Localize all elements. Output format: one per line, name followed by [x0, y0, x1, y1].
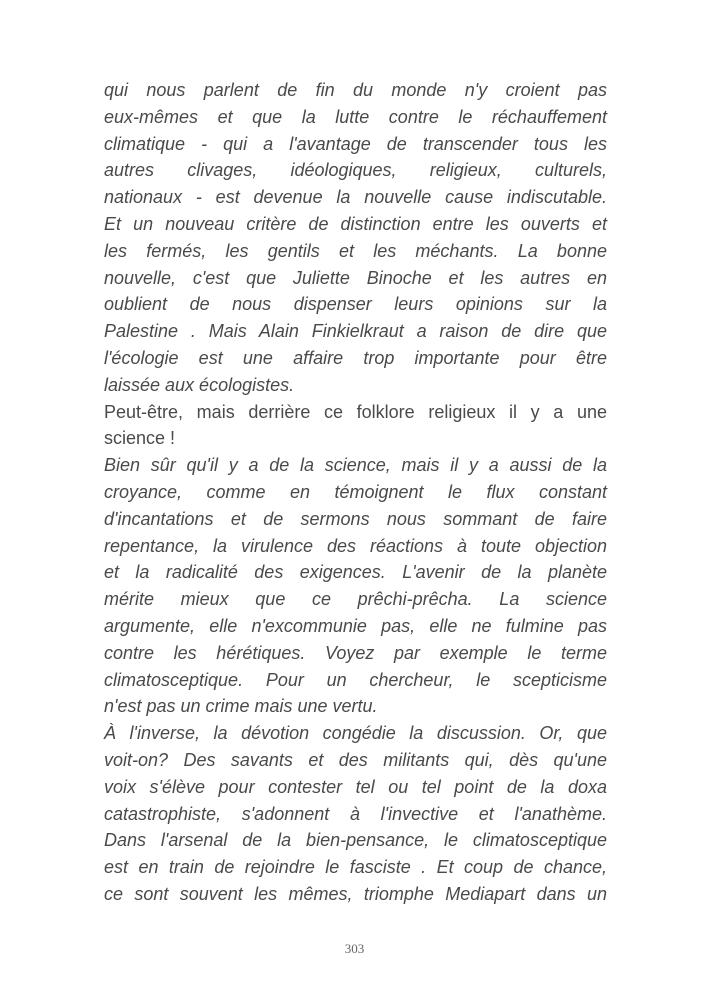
text-line: repentance, la virulence des réactions à toute objection — [104, 535, 607, 556]
text-line: science ! — [104, 428, 176, 449]
text-line: ce sont souvent les mêmes, triomphe Mediapart dans un — [104, 883, 607, 904]
text-line: autres clivages, idéologiques, religieux, culturels, — [104, 160, 607, 181]
text-line: Peut-être, mais derrière ce folklore religieux il y a une — [104, 401, 607, 422]
text-line: À l'inverse, la dévotion congédie la discussion. Or, que — [104, 723, 607, 744]
text-line: laissée aux écologistes. — [104, 374, 295, 395]
text-line: voix s'élève pour contester tel ou tel point de la doxa — [104, 776, 607, 797]
text-line: Dans l'arsenal de la bien-pensance, le climatosceptique — [104, 830, 607, 851]
text-line: contre les hérétiques. Voyez par exemple le terme — [104, 642, 607, 663]
text-line: Et un nouveau critère de distinction entre les ouverts et — [104, 213, 607, 234]
text-line: l'écologie est une affaire trop importante pour être — [104, 347, 607, 368]
text-line: catastrophiste, s'adonnent à l'invective et l'anathème. — [104, 803, 607, 824]
text-line: argumente, elle n'excommunie pas, elle ne fulmine pas — [104, 615, 607, 636]
text-line: est en train de rejoindre le fasciste . Et coup de chance, — [104, 857, 607, 878]
text-line: climatique - qui a l'avantage de transcender tous les — [104, 133, 607, 154]
text-block — [104, 77, 607, 908]
paragraph-3 — [104, 452, 607, 720]
text-line: Bien sûr qu'il y a de la science, mais il y a aussi de la — [104, 455, 607, 476]
text-line: oublient de nous dispenser leurs opinions sur la — [104, 294, 607, 315]
text-line: nouvelle, c'est que Juliette Binoche et les autres en — [104, 267, 607, 288]
text-line: et la radicalité des exigences. L'avenir de la planète — [104, 562, 607, 583]
text-line: climatosceptique. Pour un chercheur, le scepticisme — [104, 669, 607, 690]
text-line: Palestine . Mais Alain Finkielkraut a raison de dire que — [104, 321, 607, 342]
page-number: 303 — [344, 941, 365, 956]
paragraph-4 — [104, 720, 607, 908]
paragraph-1 — [104, 77, 607, 399]
text-line: les fermés, les gentils et les méchants. La bonne — [104, 240, 607, 261]
text-line: nationaux - est devenue la nouvelle cause indiscutable. — [104, 187, 607, 208]
text-line: croyance, comme en témoignent le flux constant — [104, 481, 607, 502]
text-line: mérite mieux que ce prêchi-prêcha. La science — [104, 589, 607, 610]
text-line: d'incantations et de sermons nous sommant de faire — [104, 508, 607, 529]
text-line: qui nous parlent de fin du monde n'y croient pas — [104, 80, 607, 100]
text-line: voit-on? Des savants et des militants qui, dès qu'une — [104, 749, 607, 770]
text-line: eux-mêmes et que la lutte contre le réchauffement — [104, 106, 607, 127]
paragraph-2 — [104, 399, 607, 453]
text-line: n'est pas un crime mais une vertu. — [104, 696, 378, 717]
